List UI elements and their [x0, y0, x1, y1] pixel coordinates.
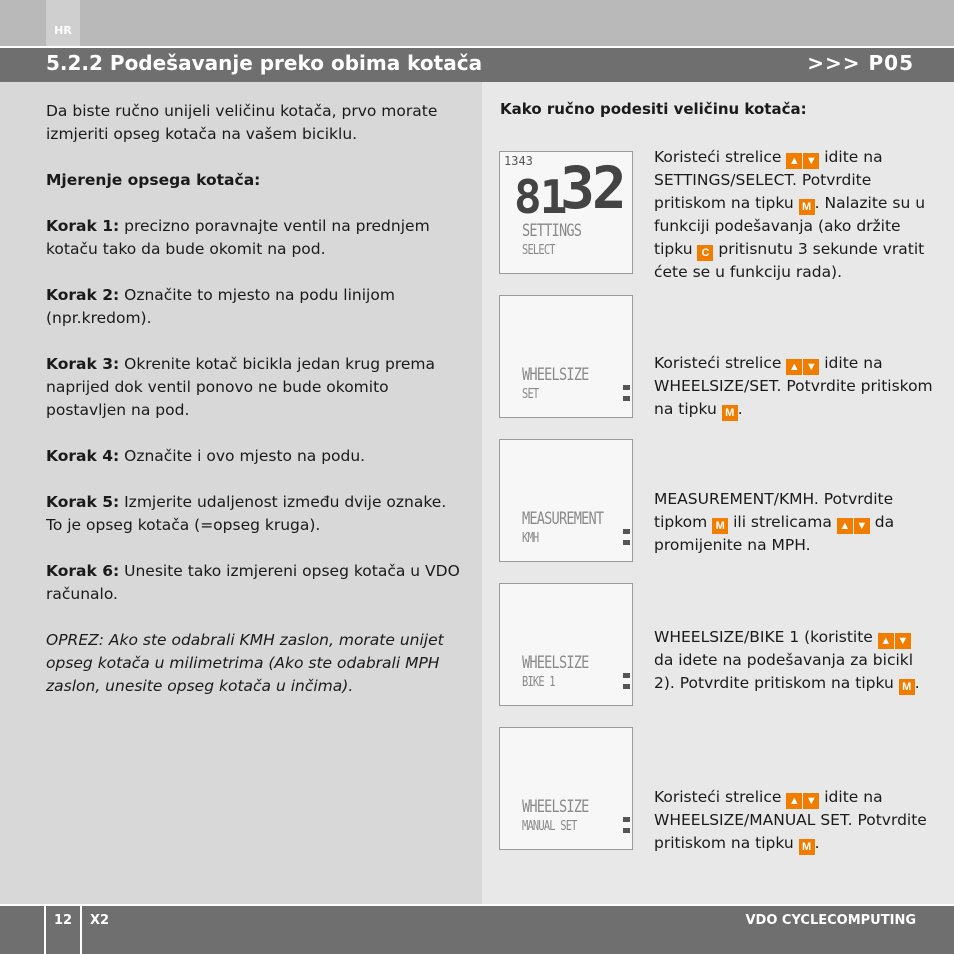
down-arrow-icon: ▼ — [803, 359, 819, 375]
instruction-5: Koristeći strelice ▲ ▼ idite na WHEELSIZE/MANUAL SET. Potvrdite pritiskom na tipku M . — [654, 788, 927, 853]
step-label: Korak 6: — [46, 562, 120, 580]
brand-name: VDO CYCLECOMPUTING — [745, 913, 916, 928]
m-key-icon: M — [899, 679, 915, 695]
instruction-3: MEASUREMENT/KMH. Potvrdite tipkom M ili strelicama ▲ ▼ da promijenite na MPH. — [654, 490, 895, 554]
section-code: >>> P05 — [807, 51, 914, 75]
lcd-line1: MEASUREMENT — [522, 509, 604, 529]
lcd-label — [522, 653, 589, 693]
lcd-indicator — [623, 523, 630, 545]
lcd-line2: KMH — [522, 531, 539, 546]
c-key-icon: C — [697, 245, 713, 261]
lcd-small-readout: 1343 — [504, 154, 533, 168]
step-label: Korak 4: — [46, 447, 120, 465]
left-text — [46, 100, 466, 698]
step-text: Označite to mjesto na podu linijom (npr.kredom). — [46, 286, 395, 327]
lcd-line1: WHEELSIZE — [522, 653, 589, 673]
lcd-screen-wheelsize-bike — [499, 583, 633, 706]
step-text: Unesite tako izmjereni opseg kotača u VDO računalo. — [46, 562, 460, 603]
m-key-icon: M — [722, 405, 738, 421]
section-title: 5.2.2 Podešavanje preko obima kotača — [46, 51, 483, 75]
intro-paragraph: Da biste ručno unijeli veličinu kotača, prvo morate izmjeriti opseg kotača na vašem biciklu. — [46, 102, 438, 143]
up-arrow-icon: ▲ — [878, 633, 894, 649]
down-arrow-icon: ▼ — [854, 518, 870, 534]
lcd-indicator — [623, 379, 630, 401]
lcd-big-left: 81 — [514, 170, 566, 224]
step-text: Okrenite kotač bicikla jedan krug prema naprijed dok ventil ponovo ne bude okomito postavljen na pod. — [46, 355, 436, 419]
down-arrow-icon: ▼ — [895, 633, 911, 649]
up-arrow-icon: ▲ — [786, 153, 802, 169]
lcd-screen-settings — [499, 151, 633, 274]
step-text: Označite i ovo mjesto na podu. — [119, 447, 366, 465]
step-label: Korak 5: — [46, 493, 120, 511]
step-5 — [46, 491, 466, 537]
down-arrow-icon: ▼ — [803, 153, 819, 169]
step-1 — [46, 215, 466, 261]
step-text: precizno poravnajte ventil na prednjem kotaču tako da bude okomit na pod. — [46, 217, 430, 258]
lcd-label — [522, 797, 589, 837]
step-label: Korak 1: — [46, 217, 120, 235]
step-label: Korak 2: — [46, 286, 120, 304]
lcd-line2: MANUAL SET — [522, 819, 577, 834]
lcd-label — [522, 221, 581, 261]
step-text: Izmjerite udaljenost između dvije oznake. To je opseg kotača (=opseg kruga). — [46, 493, 447, 534]
lcd-line2: BIKE 1 — [522, 675, 555, 690]
up-arrow-icon: ▲ — [786, 793, 802, 809]
step-3 — [46, 353, 466, 422]
top-band — [0, 0, 954, 46]
instruction-1: Koristeći strelice ▲ ▼ idite na SETTINGS/SELECT. Potvrdite pritiskom na tipku M . Nalazite su u funkciji podešavanja (ako držite tipku C pritisnutu 3 sekunde vratit ćete se u funkciju rada). — [654, 148, 926, 281]
lcd-line2: SET — [522, 387, 539, 402]
lcd-indicator — [623, 811, 630, 833]
lcd-screen-manual-set — [499, 727, 633, 850]
m-key-icon: M — [799, 839, 815, 855]
lcd-line2: SELECT — [522, 243, 555, 258]
m-key-icon: M — [799, 199, 815, 215]
right-heading: Kako ručno podesiti veličinu kotača: — [500, 100, 807, 118]
page-number: 12 — [53, 913, 73, 928]
up-arrow-icon: ▲ — [786, 359, 802, 375]
caution-note: OPREZ: Ako ste odabrali KMH zaslon, morate unijet opseg kotača u milimetrima (Ako ste odabrali MPH zaslon, unesite opseg kotača u inčima). — [46, 631, 444, 695]
lcd-indicator — [623, 667, 630, 689]
instruction-2: Koristeći strelice ▲ ▼ idite na WHEELSIZE/SET. Potvrdite pritiskom na tipku M . — [654, 354, 933, 419]
lcd-line1: SETTINGS — [522, 221, 582, 241]
lcd-label — [522, 365, 589, 405]
lcd-big-right: 32 — [560, 154, 624, 222]
instruction-4: WHEELSIZE/BIKE 1 (koristite ▲ ▼ da idete na podešavanja za bicikl 2). Potvrdite pritiskom na tipku M . — [654, 628, 920, 693]
model-name: X2 — [90, 913, 110, 928]
lcd-screen-measurement — [499, 439, 633, 562]
step-6 — [46, 560, 466, 606]
step-4 — [46, 445, 466, 468]
step-2 — [46, 284, 466, 330]
down-arrow-icon: ▼ — [803, 793, 819, 809]
footer-separator — [80, 906, 82, 954]
measure-heading: Mjerenje opsega kotača: — [46, 171, 261, 189]
lcd-line1: WHEELSIZE — [522, 797, 589, 817]
m-key-icon: M — [712, 518, 728, 534]
lcd-label — [522, 509, 603, 549]
lcd-screen-wheelsize-set — [499, 295, 633, 418]
up-arrow-icon: ▲ — [837, 518, 853, 534]
lcd-line1: WHEELSIZE — [522, 365, 589, 385]
language-tab: HR — [46, 0, 80, 46]
step-label: Korak 3: — [46, 355, 120, 373]
